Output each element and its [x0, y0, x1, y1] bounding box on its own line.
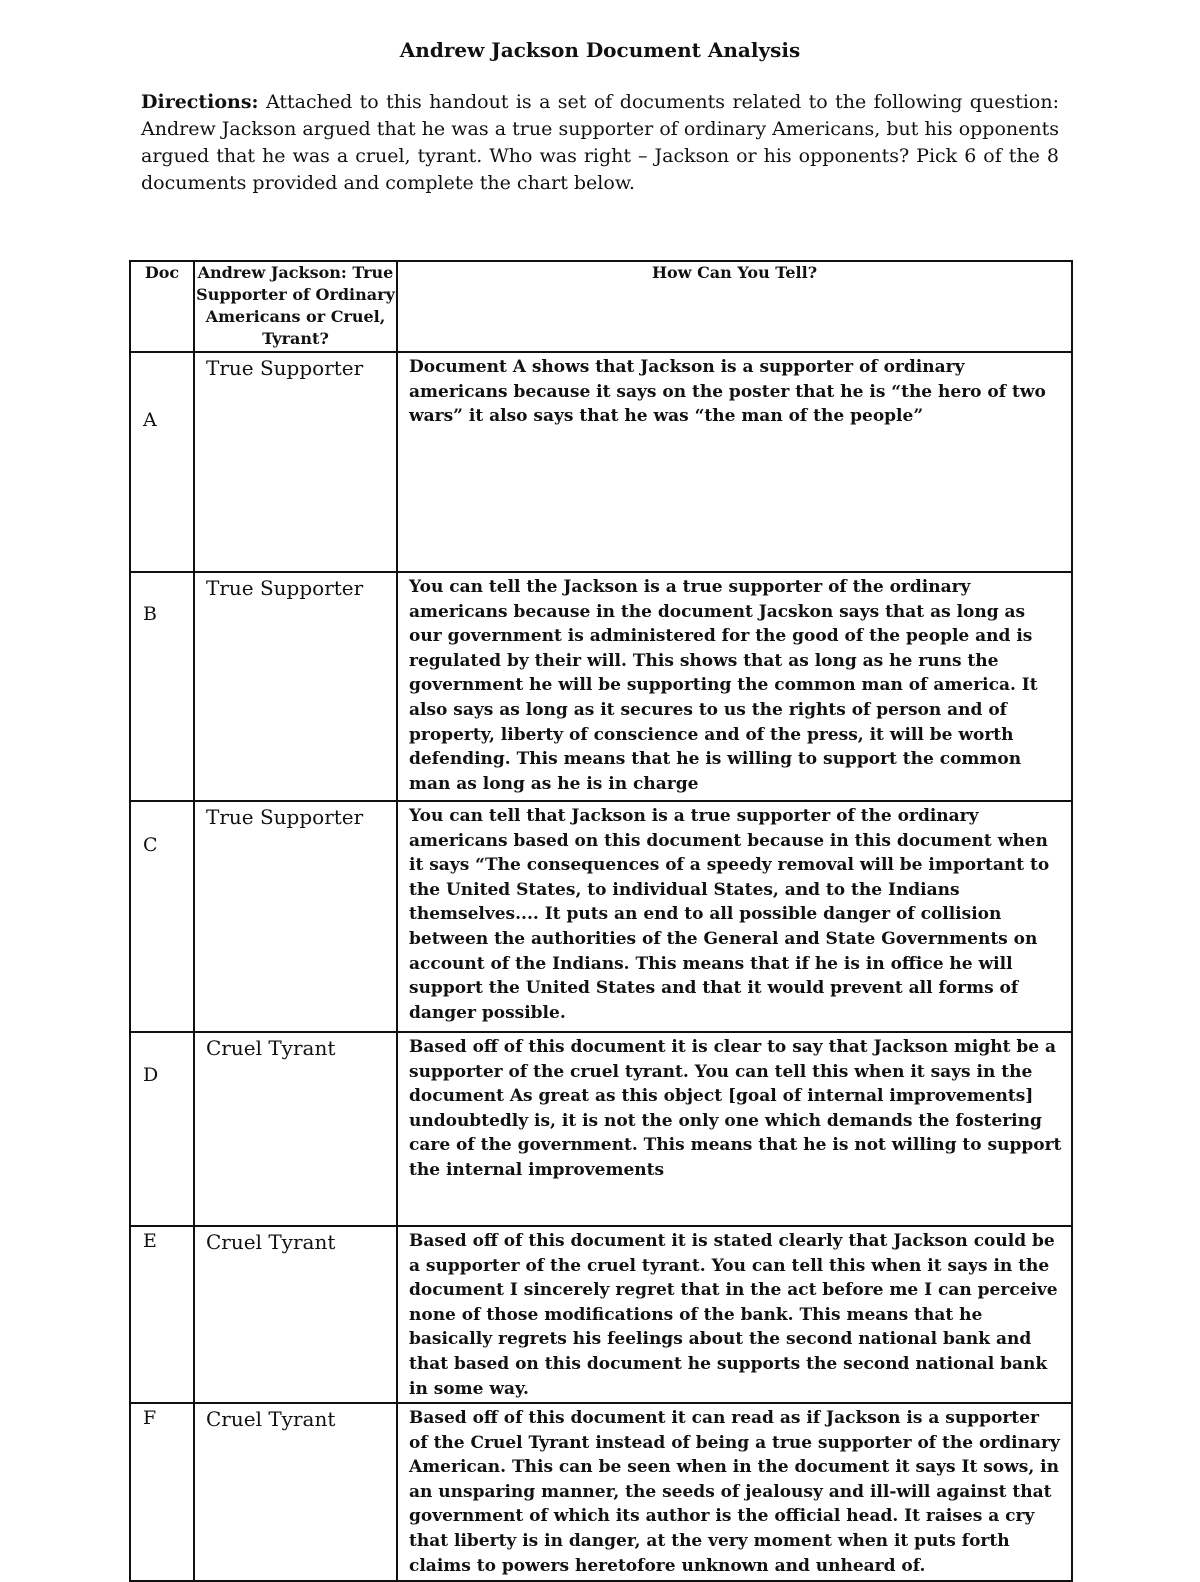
explanation-cell: You can tell the Jackson is a true supporter of the ordinary americans because in the document Jacskon says that as long as our government is administered for the good of the people and is regulated by their will. This shows that as long as he runs the government he will be supporting the common man of america. It also says as long as it secures to us the rights of person and of property, liberty of conscience and of the press, it will be worth defending. This means that he is willing to support the common man as long as he is in charge	[397, 572, 1072, 801]
explanation-cell: You can tell that Jackson is a true supporter of the ordinary americans based on this document because in this document when it says “The consequences of a speedy removal will be important to the United States, to individual States, and to the Indians themselves.... It puts an end to all possible danger of collision between the authorities of the General and State Governments on account of the Indians. This means that if he is in office he will support the United States and that it would prevent all forms of danger possible.	[397, 801, 1072, 1032]
doc-letter: A	[130, 352, 194, 572]
table-row	[130, 801, 1072, 1032]
doc-letter: E	[130, 1226, 194, 1403]
verdict-cell: True Supporter	[194, 801, 397, 1032]
doc-letter: B	[130, 572, 194, 801]
verdict-cell: True Supporter	[194, 572, 397, 801]
table-row	[130, 1226, 1072, 1403]
explanation-cell: Based off of this document it is stated clearly that Jackson could be a supporter of the cruel tyrant. You can tell this when it says in the document I sincerely regret that in the act before me I can perceive none of those modifications of the bank. This means that he basically regrets his feelings about the second national bank and that based on this document he supports the second national bank in some way.	[397, 1226, 1072, 1403]
table-header-row	[130, 261, 1072, 352]
header-how-can-you-tell: How Can You Tell?	[397, 261, 1072, 352]
doc-letter: F	[130, 1403, 194, 1581]
doc-letter: D	[130, 1032, 194, 1226]
directions-text: Attached to this handout is a set of documents related to the following question: Andrew Jackson argued that he was a true supporter of ordinary Americans, but his opponents argued that he was a cruel, tyrant. Who was right – Jackson or his opponents? Pick 6 of the 8 documents provided and complete the chart below.	[141, 91, 1059, 194]
verdict-cell: Cruel Tyrant	[194, 1226, 397, 1403]
table-row	[130, 1032, 1072, 1226]
directions-paragraph	[141, 89, 1059, 197]
table-row	[130, 1403, 1072, 1581]
verdict-cell: Cruel Tyrant	[194, 1032, 397, 1226]
explanation-cell: Based off of this document it is clear to say that Jackson might be a supporter of the cruel tyrant. You can tell this when it says in the document As great as this object [goal of internal improvements] undoubtedly is, it is not the only one which demands the fostering care of the government. This means that he is not willing to support the internal improvements	[397, 1032, 1072, 1226]
analysis-table	[129, 260, 1073, 1582]
header-verdict: Andrew Jackson: True Supporter of Ordinary Americans or Cruel, Tyrant?	[194, 261, 397, 352]
page-title: Andrew Jackson Document Analysis	[399, 38, 801, 62]
verdict-cell: Cruel Tyrant	[194, 1403, 397, 1581]
doc-letter: C	[130, 801, 194, 1032]
explanation-cell: Document A shows that Jackson is a supporter of ordinary americans because it says on the poster that he is “the hero of two wars” it also says that he was “the man of the people”	[397, 352, 1072, 572]
header-doc: Doc	[130, 261, 194, 352]
explanation-cell: Based off of this document it can read as if Jackson is a supporter of the Cruel Tyrant instead of being a true supporter of the ordinary American. This can be seen when in the document it says It sows, in an unsparing manner, the seeds of jealousy and ill-will against that government of which its author is the official head. It raises a cry that liberty is in danger, at the very moment when it puts forth claims to powers heretofore unknown and unheard of.	[397, 1403, 1072, 1581]
directions-label: Directions:	[141, 91, 259, 113]
table-row	[130, 352, 1072, 572]
verdict-cell: True Supporter	[194, 352, 397, 572]
table-row	[130, 572, 1072, 801]
